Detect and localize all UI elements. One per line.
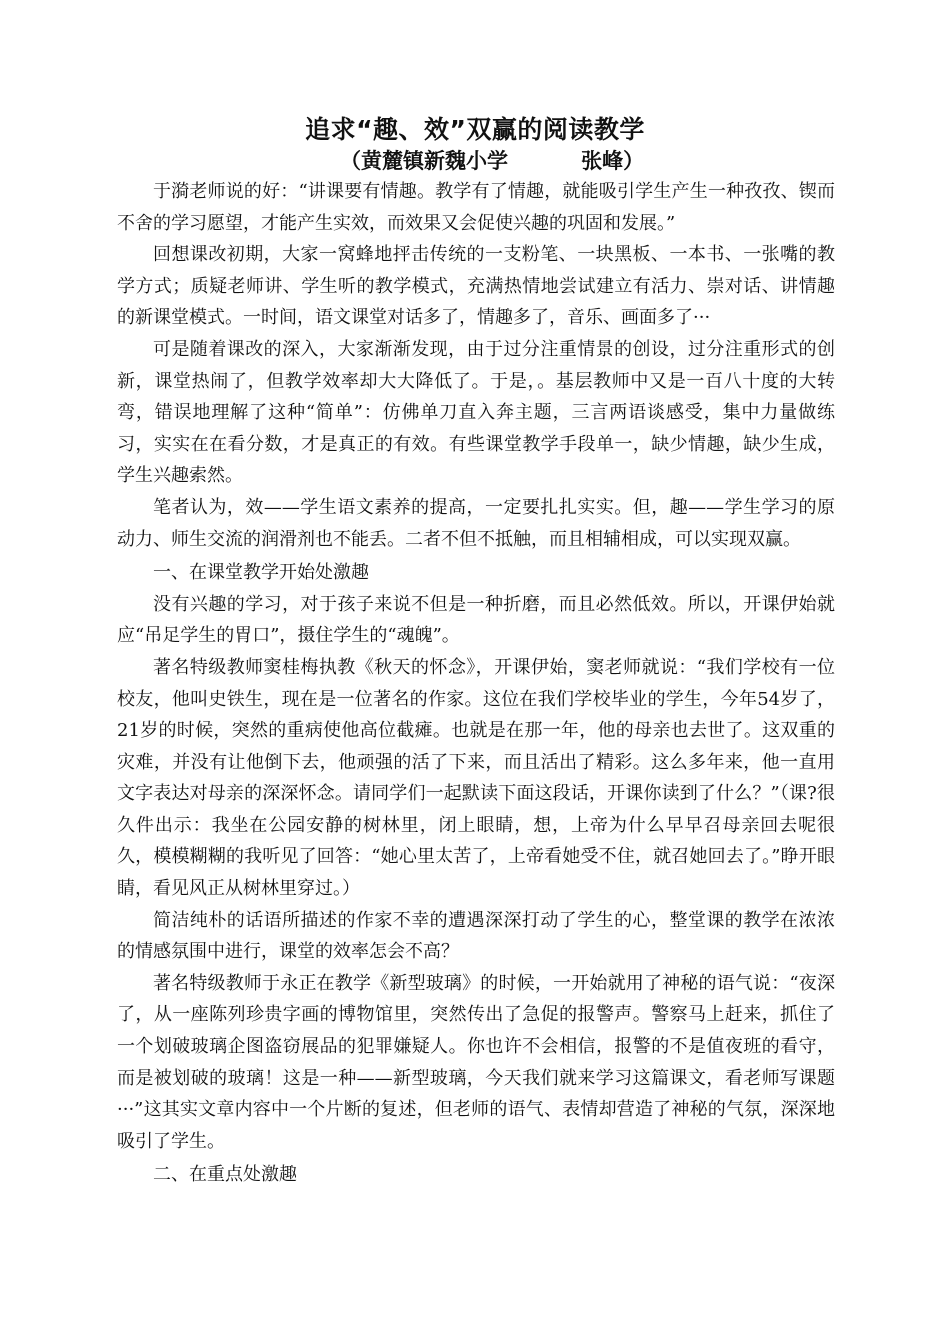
paragraph-reform-early: 回想课改初期，大家一窝蜂地抨击传统的一支粉笔、一块黑板、一本书、一张嘴的教学方式；质疑老师讲、学生听的教学模式，充满热情地尝试建立有活力、崇对话、讲情趣的新课堂模式。一时间，语文课堂对话多了，情趣多了，音乐、画面多了···	[117, 244, 835, 329]
paragraph-reform-later: 可是随着课改的深入，大家渐渐发现，由于过分注重情景的创设，过分注重形式的创新，课堂热闹了，但教学效率却大大降低了。于是，。基层教师中又是一百八十度的大转弯，错误地理解了这种“简单”：仿佛单刀直入奔主题，三言两语谈感受，集中力量做练习，实实在在看分数，才是真正的有效。有些课堂教学手段单一，缺少情趣，缺少生成，学生兴趣索然。	[117, 338, 835, 487]
document-title: 追求“趣、效”双赢的阅读教学	[305, 115, 645, 144]
paragraph-quote: 于漪老师说的好：“讲课要有情趣。教学有了情趣，就能吸引学生产生一种孜孜、锲而不舍的学习愿望，才能产生实效，而效果又会促使兴趣的巩固和发展。”	[117, 181, 835, 234]
paragraph-thesis: 笔者认为，效——学生语文素养的提高，一定要扎扎实实。但，趣——学生学习的原动力、师生交流的润滑剂也不能丢。二者不但不抵触，而且相辅相成，可以实现双赢。	[117, 496, 835, 550]
section-heading-1: 一、在课堂教学开始处激趣	[153, 562, 369, 584]
document-body	[117, 176, 835, 1191]
author-byline: （黄麓镇新魏小学 张峰）	[340, 149, 645, 173]
paragraph-example-dou: 著名特级教师窦桂梅执教《秋天的怀念》，开课伊始，窦老师就说：“我们学校有一位校友，他叫史铁生，现在是一位著名的作家。这位在我们学校毕业的学生，今年54岁了，21岁的时候，突然的重病使他高位截瘫。也就是在那一年，他的母亲也去世了。这双重的灾难，并没有让他倒下去，他顽强的活了下来，而且活出了精彩。这么多年来，他一直用文字表达对母亲的深深怀念。请同学们一起默读下面这段话，开课你读到了什么？”（课?很久件出示：我坐在公园安静的树林里，闭上眼睛，想，上帝为什么早早召母亲回去呢很久，模模糊糊的我听见了回答：“她心里太苦了，上帝看她受不住，就召她回去了。”睁开眼睛，看见风正从树林里穿过。）	[117, 656, 835, 900]
section-heading-2: 二、在重点处激趣	[153, 1164, 297, 1186]
paragraph-example-yu: 著名特级教师于永正在教学《新型玻璃》的时候，一开始就用了神秘的语气说：“夜深了，从一座陈列珍贵字画的博物馆里，突然传出了急促的报警声。警察马上赶来，抓住了一个划破玻璃企图盗窃展品的犯罪嫌疑人。你也许不会相信，报警的不是值夜班的看守，而是被划破的玻璃！这是一种——新型玻璃，今天我们就来学习这篇课文，看老师写课题···”这其实文章内容中一个片断的复述，但老师的语气、表情却营造了神秘的气氛，深深地吸引了学生。	[117, 972, 835, 1152]
paragraph-effect: 简洁纯朴的话语所描述的作家不幸的遭遇深深打动了学生的心，整堂课的教学在浓浓的情感氛围中进行，课堂的效率怎会不高？	[117, 909, 835, 963]
paragraph-interest: 没有兴趣的学习，对于孩子来说不但是一种折磨，而且必然低效。所以，开课伊始就应“吊足学生的胃口”，摄住学生的“魂魄”。	[117, 593, 835, 647]
